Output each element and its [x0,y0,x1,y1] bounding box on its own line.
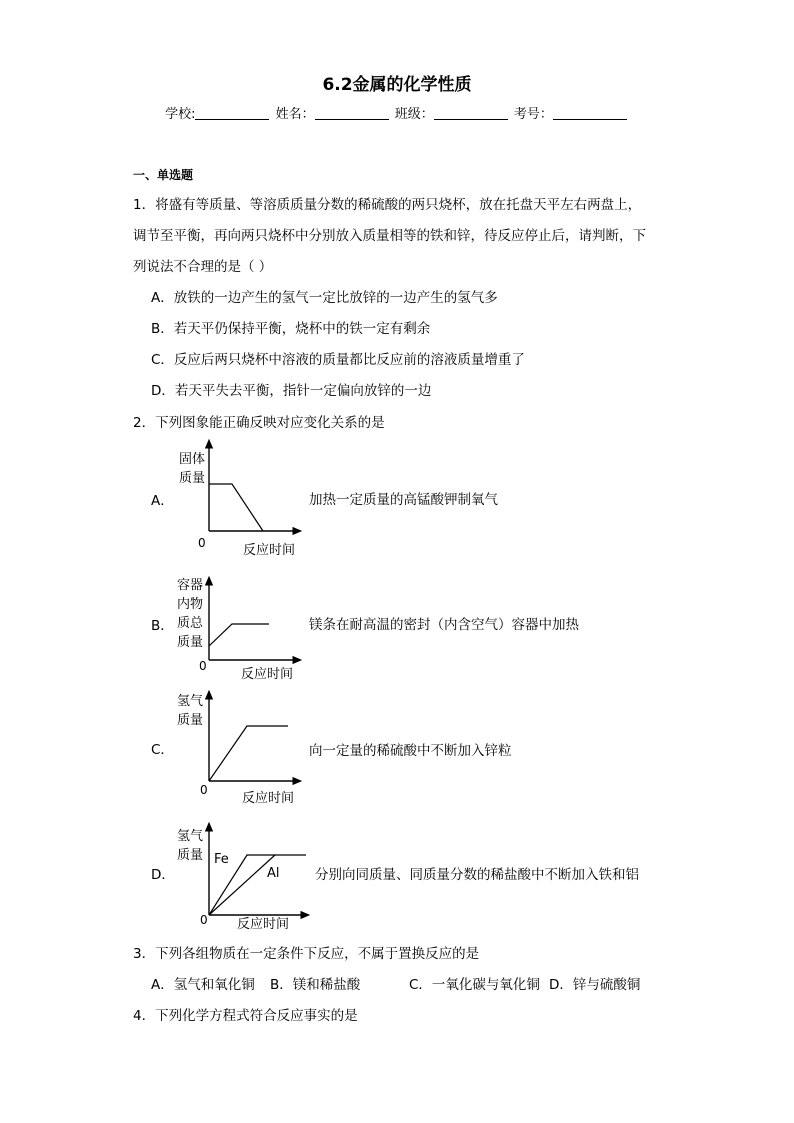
q1-option-c: C．反应后两只烧杯中溶液的质量都比反应前的溶液质量增重了 [151,352,525,368]
exam-no-label: 考号： [513,107,553,122]
q3-stem: 3．下列各组物质在一定条件下反应，不属于置换反应的是 [133,946,480,962]
origin-label: 0 [199,659,207,673]
y-label-line1: 氢气 [177,694,204,709]
q1-stem-line3: 列说法不合理的是（ ） [133,259,273,275]
q2-option-a-desc: 加热一定质量的高锰酸钾制氧气 [309,492,498,508]
y-label-line1: 固体 [179,452,206,467]
origin-label: 0 [200,913,208,927]
x-label: 反应时间 [243,543,296,558]
hydrogen-mass-curve [209,726,288,781]
origin-label: 0 [198,536,206,550]
q2-option-a-letter: A． [151,493,174,509]
q1-stem-line2: 调节至平衡，再向两只烧杯中分别放入质量相等的铁和锌，待反应停止后，请判断，下 [133,228,646,244]
origin-label: 0 [200,783,208,797]
page-title: 6.2金属的化学性质 [322,75,472,95]
solid-mass-curve [209,484,263,531]
class-blank [434,107,508,120]
q2-option-c-letter: C． [151,742,174,758]
school-blank [195,107,269,120]
q3-option-c: C．一氧化碳与氧化铜 [409,977,540,993]
y-label-line2: 质量 [177,848,204,863]
name-label: 姓名： [275,107,315,122]
y-label-line2: 质量 [179,471,206,486]
q2-option-a-graph [170,437,310,562]
al-series-label: Al [267,866,280,881]
y-label-line2: 质量 [177,713,204,728]
exam-no-blank [553,107,627,120]
q1-option-b: B．若天平仍保持平衡，烧杯中的铁一定有剩余 [151,321,431,337]
y-label-line3: 质总 [177,616,204,631]
q2-option-c-graph [170,686,310,811]
y-label-line1: 容器 [177,578,204,593]
fe-series-label: Fe [214,852,229,867]
q2-option-d-graph [170,818,315,938]
q1-option-d: D．若天平失去平衡，指针一定偏向放锌的一边 [151,383,432,399]
x-label: 反应时间 [242,791,295,806]
q2-option-c-desc: 向一定量的稀硫酸中不断加入锌粒 [309,743,512,759]
q2-option-b-desc: 镁条在耐高温的密封（内含空气）容器中加热 [309,617,579,633]
q3-option-d: D．锌与硫酸铜 [549,977,641,993]
q4-stem: 4．下列化学方程式符合反应事实的是 [133,1008,358,1024]
q1-stem-line1: 1．将盛有等质量、等溶质质量分数的稀硫酸的两只烧杯，放在托盘天平左右两盘上， [133,197,642,213]
section-heading: 一、单选题 [133,168,194,182]
q3-option-a: A．氢气和氧化铜 [151,977,255,993]
q2-option-b-graph [170,574,310,684]
school-label: 学校: [165,107,196,122]
q1-option-a: A．放铁的一边产生的氢气一定比放锌的一边产生的氢气多 [151,290,498,306]
y-label-line2: 内物 [177,597,204,612]
q3-option-b: B．镁和稀盐酸 [270,977,361,993]
q2-option-b-letter: B． [151,618,174,634]
x-label: 反应时间 [241,667,294,682]
class-label: 班级： [394,107,434,122]
q2-stem: 2．下列图象能正确反映对应变化关系的是 [133,415,385,431]
total-mass-curve [209,624,269,646]
x-label: 反应时间 [237,917,290,932]
y-label-line4: 质量 [177,635,204,650]
y-label-line1: 氢气 [177,829,204,844]
q2-option-d-desc: 分别向同质量、同质量分数的稀盐酸中不断加入铁和铝 [315,867,639,883]
student-info-line [0,103,794,122]
q2-option-d-letter: D． [151,867,175,883]
name-blank [315,107,389,120]
